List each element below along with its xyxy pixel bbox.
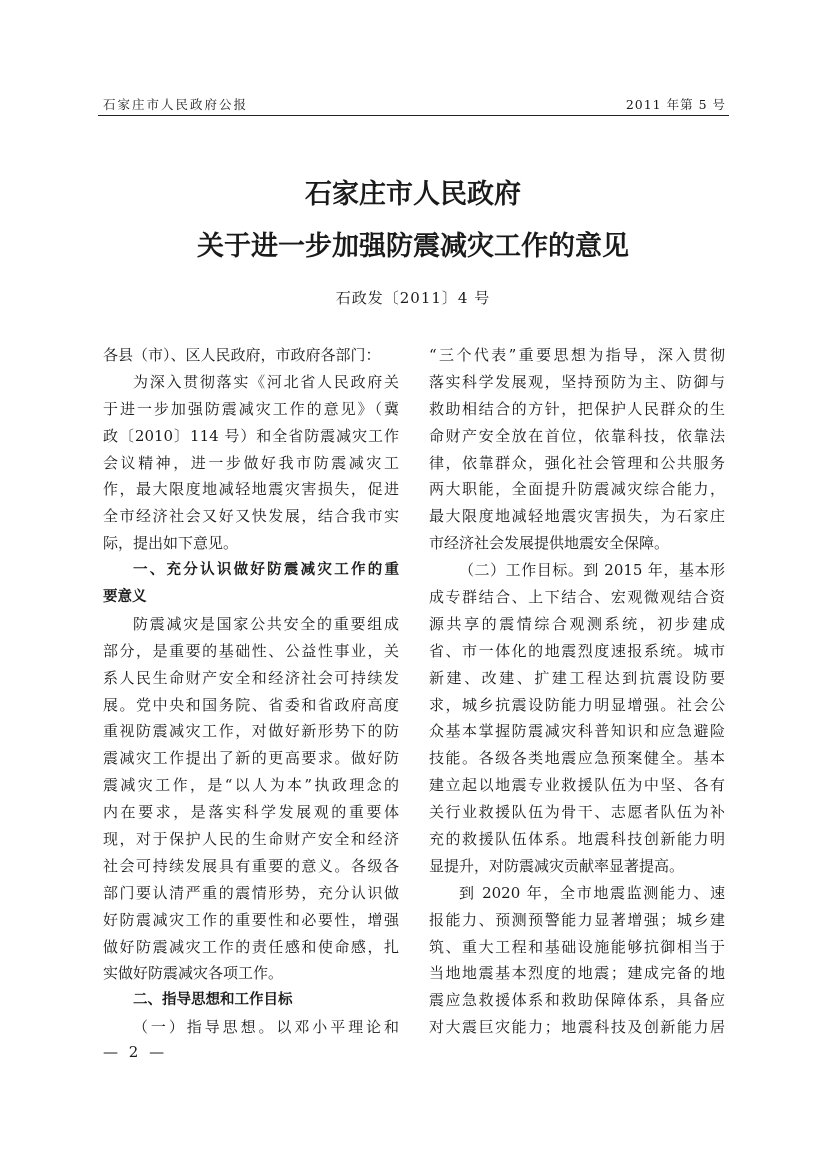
text-line: 求，城乡抗震设防能力明显增强。社会公 bbox=[429, 695, 725, 714]
text-line: 各县（市）、区人民政府，市政府各部门： bbox=[103, 346, 381, 364]
text-line: 充的救援队伍体系。地震科技创新能力明 bbox=[429, 830, 725, 849]
text-line: 系人民生命财产安全和经济社会可持续发 bbox=[103, 668, 399, 687]
text-line: 关行业救援队伍为骨干、志愿者队伍为补 bbox=[429, 803, 725, 822]
document-number: 石政发〔2011〕4 号 bbox=[335, 289, 491, 307]
text-line: 二、指导思想和工作目标 bbox=[133, 992, 293, 1009]
header-rule bbox=[98, 115, 729, 116]
text-line: 会议精神，进一步做好我市防震减灾工 bbox=[103, 453, 399, 472]
text-line: 落实科学发展观，坚持预防为主、防御与 bbox=[429, 372, 725, 391]
text-line: 对大震巨灾能力；地震科技及创新能力居 bbox=[429, 1018, 725, 1037]
text-line: 两大职能，全面提升防震减灾综合能力， bbox=[429, 480, 725, 499]
text-line: 为深入贯彻落实《河北省人民政府关 bbox=[133, 372, 399, 391]
text-line: 内在要求，是落实科学发展观的重要体 bbox=[103, 803, 399, 822]
text-line: 律，依靠群众，强化社会管理和公共服务 bbox=[429, 453, 725, 472]
text-line: 省、市一体化的地震烈度速报系统。城市 bbox=[429, 641, 725, 660]
text-line: （一）指导思想。以邓小平理论和 bbox=[133, 1018, 399, 1037]
text-line: 作，最大限度地减轻地震灾害损失，促进 bbox=[103, 480, 399, 499]
issue-number: 2011 年第 5 号 bbox=[625, 97, 726, 112]
text-line: 震减灾工作提出了新的更高要求。做好防 bbox=[103, 749, 399, 768]
text-line: 好防震减灾工作的重要性和必要性，增强 bbox=[103, 910, 399, 929]
text-line: 救助相结合的方针，把保护人民群众的生 bbox=[429, 399, 725, 418]
text-line: “三个代表”重要思想为指导，深入贯彻 bbox=[429, 346, 725, 364]
text-line: 防震减灾是国家公共安全的重要组成 bbox=[133, 614, 399, 633]
text-line: 做好防震减灾工作的责任感和使命感，扎 bbox=[103, 937, 399, 956]
text-line: 报能力、预测预警能力显著增强；城乡建 bbox=[429, 910, 725, 929]
text-line: 震减灾工作，是“以人为本”执政理念的 bbox=[103, 776, 399, 795]
text-line: 当地地震基本烈度的地震；建成完备的地 bbox=[429, 964, 725, 983]
page-number: — 2 — bbox=[103, 1043, 168, 1061]
text-line: 技能。各级各类地震应急预案健全。基本 bbox=[429, 749, 725, 768]
text-line: 市经济社会发展提供地震安全保障。 bbox=[429, 534, 670, 553]
text-line: 于进一步加强防震减灾工作的意见》（冀 bbox=[103, 399, 399, 418]
left-column bbox=[103, 342, 399, 1041]
text-line: 最大限度地减轻地震灾害损失，为石家庄 bbox=[429, 507, 725, 526]
text-line: 成专群结合、上下结合、宏观微观结合资 bbox=[429, 588, 725, 607]
text-line: 政〔2010〕114 号）和全省防震减灾工作 bbox=[103, 426, 399, 445]
text-line: 现，对于保护人民的生命财产安全和经济 bbox=[103, 830, 399, 849]
text-line: 重视防震减灾工作，对做好新形势下的防 bbox=[103, 722, 399, 741]
text-line: 到 2020 年，全市地震监测能力、速 bbox=[459, 883, 725, 902]
text-line: 新建、改建、扩建工程达到抗震设防要 bbox=[429, 668, 725, 687]
text-line: 社会可持续发展具有重要的意义。各级各 bbox=[103, 856, 399, 875]
text-line: 震应急救援体系和救助保障体系，具备应 bbox=[429, 991, 725, 1010]
right-column bbox=[429, 342, 725, 1041]
text-line: （二）工作目标。到 2015 年，基本形 bbox=[459, 561, 725, 580]
text-line: 命财产安全放在首位，依靠科技，依靠法 bbox=[429, 426, 725, 445]
text-line: 显提升，对防震减灾贡献率显著提高。 bbox=[429, 856, 685, 875]
text-line: 全市经济社会又好又快发展，结合我市实 bbox=[103, 507, 399, 526]
text-line: 要意义 bbox=[103, 589, 147, 606]
text-line: 众基本掌握防震减灾科普知识和应急避险 bbox=[429, 722, 725, 741]
document-title-line1: 石家庄市人民政府 bbox=[305, 179, 521, 210]
text-line: 实做好防震减灾各项工作。 bbox=[103, 964, 284, 983]
text-line: 源共享的震情综合观测系统，初步建成 bbox=[429, 614, 725, 633]
text-line: 展。党中央和国务院、省委和省政府高度 bbox=[103, 695, 399, 714]
text-line: 一、充分认识做好防震减灾工作的重 bbox=[133, 562, 399, 579]
text-line: 建立起以地震专业救援队伍为中坚、各有 bbox=[429, 776, 725, 795]
text-line: 际，提出如下意见。 bbox=[103, 534, 239, 553]
text-line: 部分，是重要的基础性、公益性事业，关 bbox=[103, 641, 399, 660]
text-line: 筑、重大工程和基础设施能够抗御相当于 bbox=[429, 937, 725, 956]
text-line: 部门要认清严重的震情形势，充分认识做 bbox=[103, 883, 399, 902]
publication-name: 石家庄市人民政府公报 bbox=[103, 97, 249, 112]
document-title-line2: 关于进一步加强防震减灾工作的意见 bbox=[197, 231, 629, 262]
